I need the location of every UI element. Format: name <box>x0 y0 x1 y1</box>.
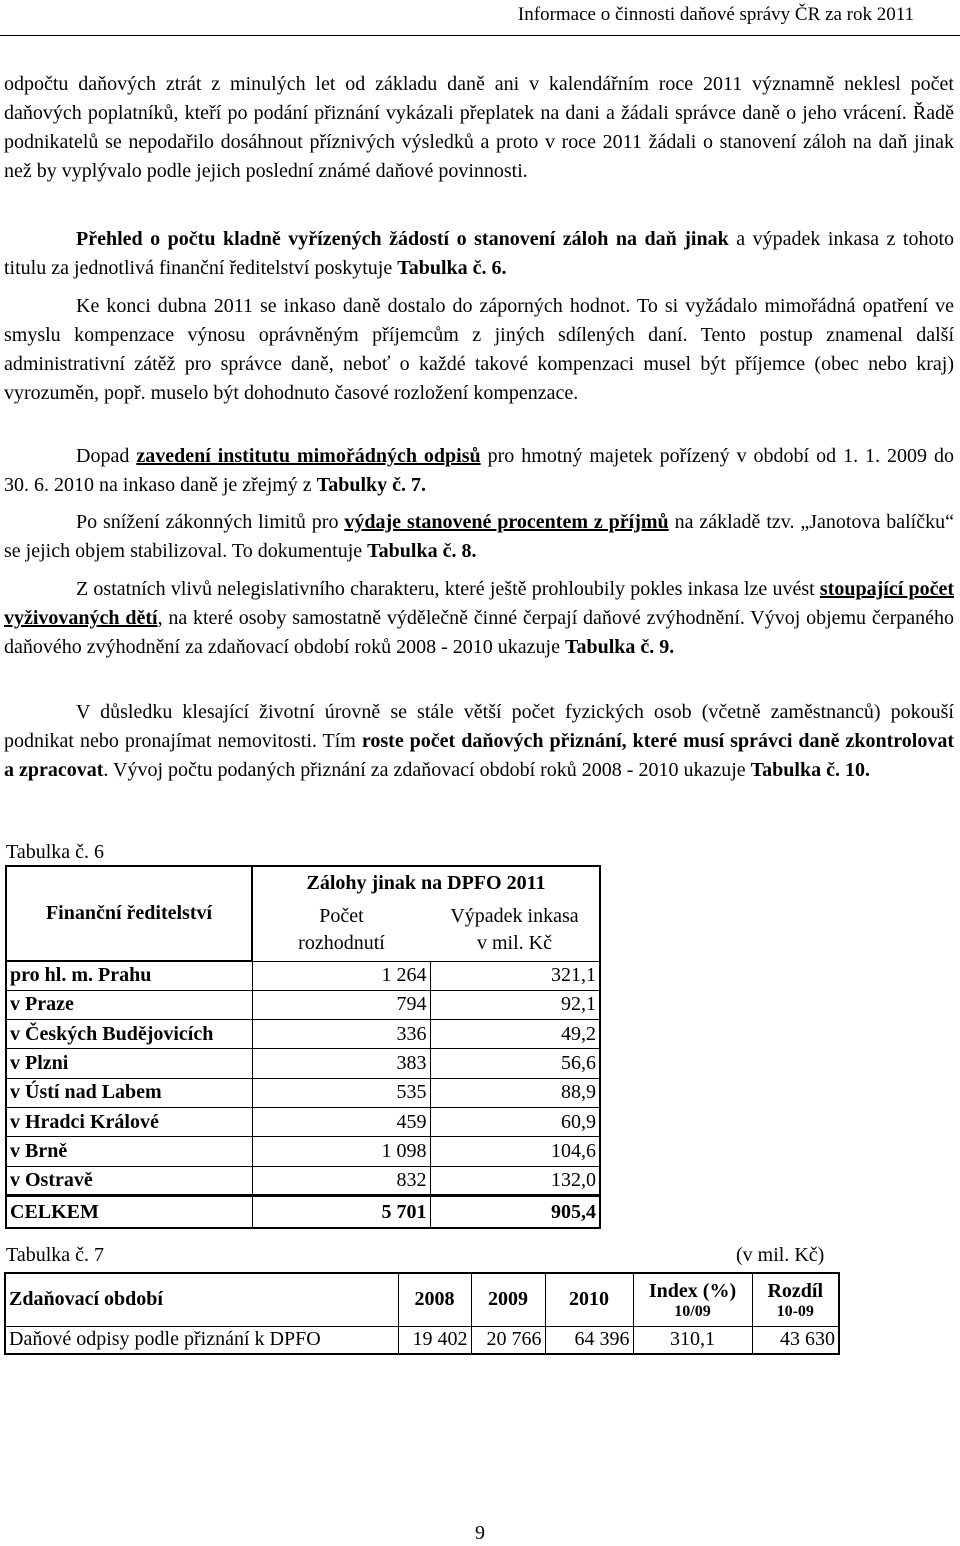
table7-header-2009: 2009 <box>471 1273 545 1326</box>
table6-row <box>6 990 600 1019</box>
table6-header-fr: Finanční ředitelství <box>6 866 252 961</box>
paragraph-5-text-2: na základě tzv. „Janotova balíčku“ se jejich objem stabilizoval. To dokumentuje <box>4 511 954 562</box>
table6-row <box>6 1137 600 1166</box>
table6-row-loss: 104,6 <box>430 1137 600 1166</box>
table7-header-diff <box>752 1273 839 1326</box>
table7-row-diff: 43 630 <box>752 1326 839 1354</box>
table7-data-row <box>5 1326 839 1354</box>
table6-group-header: Zálohy jinak na DPFO 2011 <box>252 866 600 900</box>
header-title: Informace o činnosti daňové správy ČR za rok 2011 <box>517 4 914 25</box>
paragraph-7-text-1: V důsledku klesající životní úrovně se stále větší počet fyzických osob (včetně zaměstnanců) pokouší podnikat nebo pronajímat nemovitosti. Tím <box>4 701 954 752</box>
table7-row-2008: 19 402 <box>398 1326 471 1354</box>
table6-row-name: v Praze <box>6 990 252 1019</box>
paragraph-2-bold-1: Přehled o počtu kladně vyřízených žádostí o stanovení záloh na daň jinak <box>76 228 729 250</box>
table7-header-index-main: Index (%) <box>648 1279 737 1302</box>
table7-header-index-sub: 10/09 <box>674 1302 711 1320</box>
table6-row-count: 1 264 <box>252 961 430 990</box>
table6-row-name: v Ostravě <box>6 1166 252 1195</box>
table6-row-count: 383 <box>252 1049 430 1078</box>
table6-total-loss: 905,4 <box>430 1195 600 1228</box>
table6-row-count: 832 <box>252 1166 430 1195</box>
paragraph-7 <box>4 698 954 785</box>
table6-row <box>6 1078 600 1107</box>
paragraph-6 <box>4 575 954 662</box>
table7-header-diff-sub: 10-09 <box>776 1302 814 1320</box>
paragraph-2-bold-2: Tabulka č. 6. <box>397 257 507 279</box>
table6-row-loss: 49,2 <box>430 1020 600 1049</box>
paragraph-4-bold-2: Tabulky č. 7. <box>316 474 426 496</box>
table6-header-count-1: Počet <box>319 905 364 928</box>
paragraph-4-text-1: Dopad <box>76 445 137 467</box>
table7 <box>4 1272 840 1355</box>
paragraph-6-text-1: Z ostatních vlivů nelegislativního charakteru, které ještě prohloubily pokles inkasa lze uvést <box>76 578 820 600</box>
table7-header-2008: 2008 <box>398 1273 471 1326</box>
paragraph-7-bold-2: Tabulka č. 10. <box>750 759 870 781</box>
table6-row <box>6 961 600 990</box>
paragraph-1-text: odpočtu daňových ztrát z minulých let od základu daně ani v kalendářním roce 2011 významně neklesl počet daňových poplatníků, kteří po podání přiznání vykázali přeplatek na dani a žádali správce daně o jeho vrácení. Řadě podnikatelů se nepodařilo dosáhnout příznivých výsledků a proto v roce 2011 žádali o stanovení záloh na daň jinak než by vyplývalo podle jejich poslední známé daňové povinnosti. <box>4 73 954 182</box>
page-number: 9 <box>475 1522 485 1544</box>
paragraph-5-bold-2: Tabulka č. 8. <box>367 540 477 562</box>
table6-label: Tabulka č. 6 <box>6 841 105 863</box>
table6-row-name: v Hradci Králové <box>6 1107 252 1136</box>
table6-row-count: 459 <box>252 1107 430 1136</box>
table6-row-loss: 92,1 <box>430 990 600 1019</box>
table6-total-row <box>6 1195 600 1228</box>
paragraph-7-text-2: . Vývoj počtu podaných přiznání za zdaňovací období roků 2008 - 2010 ukazuje <box>103 759 751 781</box>
table6-row-loss: 56,6 <box>430 1049 600 1078</box>
table6-row-name: v Ústí nad Labem <box>6 1078 252 1107</box>
table6-row-loss: 60,9 <box>430 1107 600 1136</box>
table7-header-diff-main: Rozdíl <box>767 1279 824 1302</box>
table6-header-loss-2: v mil. Kč <box>477 932 552 955</box>
page-header <box>0 0 960 36</box>
table6-row-name: v Plzni <box>6 1049 252 1078</box>
table7-unit: (v mil. Kč) <box>736 1244 825 1266</box>
table7-header-index <box>633 1273 752 1326</box>
table6-body <box>6 961 600 1195</box>
paragraph-4-bold-1: zavedení institutu mimořádných odpisů <box>136 445 481 467</box>
table6-row-name: v Brně <box>6 1137 252 1166</box>
table6-header-loss-1: Výpadek inkasa <box>450 905 579 928</box>
paragraph-5-text-1: Po snížení zákonných limitů pro <box>76 511 345 533</box>
table7-label: Tabulka č. 7 <box>6 1244 105 1266</box>
table7-header-2010: 2010 <box>545 1273 633 1326</box>
table7-row-name: Daňové odpisy podle přiznání k DPFO <box>5 1326 398 1354</box>
paragraph-2-text-1: a výpadek inkasa z tohoto titulu za jednotlivá finanční ředitelství poskytuje <box>4 228 955 279</box>
paragraph-4-text-2: pro hmotný majetek pořízený v období od 1. 1. 2009 do 30. 6. 2010 na inkaso daně je zřejmý z <box>4 445 955 496</box>
table7-row-2009: 20 766 <box>471 1326 545 1354</box>
table6-row-count: 1 098 <box>252 1137 430 1166</box>
table7-header-row <box>5 1273 839 1326</box>
table6-header-count-2: rozhodnutí <box>298 932 385 955</box>
paragraph-5-bold-1: výdaje stanovené procentem z příjmů <box>344 511 669 533</box>
table7-header-period: Zdaňovací období <box>5 1273 398 1326</box>
table6 <box>5 865 601 1229</box>
paragraph-7-bold-1: roste počet daňových přiznání, které musí správci daně zkontrolovat a zpracovat <box>4 730 955 781</box>
table6-row <box>6 1166 600 1195</box>
paragraph-1 <box>4 70 954 186</box>
paragraph-6-bold-1: stoupající počet vyživovaných dětí <box>4 578 954 629</box>
paragraph-3 <box>4 292 954 408</box>
table6-row-loss: 132,0 <box>430 1166 600 1195</box>
paragraph-5 <box>4 508 954 566</box>
table6-row-name: v Českých Budějovicích <box>6 1020 252 1049</box>
paragraph-2 <box>4 225 954 283</box>
table6-row-name: pro hl. m. Prahu <box>6 961 252 990</box>
table6-row <box>6 1107 600 1136</box>
table6-row-loss: 88,9 <box>430 1078 600 1107</box>
paragraph-4 <box>4 442 954 500</box>
table6-header-loss <box>430 900 600 961</box>
paragraph-6-text-2: , na které osoby samostatně výdělečně činné čerpají daňové zvýhodnění. Vývoj objemu čerpaného daňového zvýhodnění za zdaňovací období roků 2008 - 2010 ukazuje <box>4 607 955 658</box>
table6-row-count: 794 <box>252 990 430 1019</box>
table6-row <box>6 1020 600 1049</box>
paragraph-6-bold-2: Tabulka č. 9. <box>564 636 675 658</box>
table6-row-count: 535 <box>252 1078 430 1107</box>
table6-row-loss: 321,1 <box>430 961 600 990</box>
table7-row-index: 310,1 <box>633 1326 752 1354</box>
paragraph-3-text: Ke konci dubna 2011 se inkaso daně dostalo do záporných hodnot. To si vyžádalo mimořádná opatření ve smyslu kompenzace výnosu oprávněným příjemcům z jiných sdílených daní. Tento postup znamenal další administrativní zátěž pro správce daně, neboť o každé takové kompenzaci musel být příjemce (obec nebo kraj) vyrozuměn, popř. muselo být dohodnuto časové rozložení kompenzace. <box>4 295 954 404</box>
table6-row-count: 336 <box>252 1020 430 1049</box>
table6-header-count <box>252 900 430 961</box>
table6-total-name: CELKEM <box>6 1195 252 1228</box>
table6-total-count: 5 701 <box>252 1195 430 1228</box>
table6-row <box>6 1049 600 1078</box>
table7-row-2010: 64 396 <box>545 1326 633 1354</box>
